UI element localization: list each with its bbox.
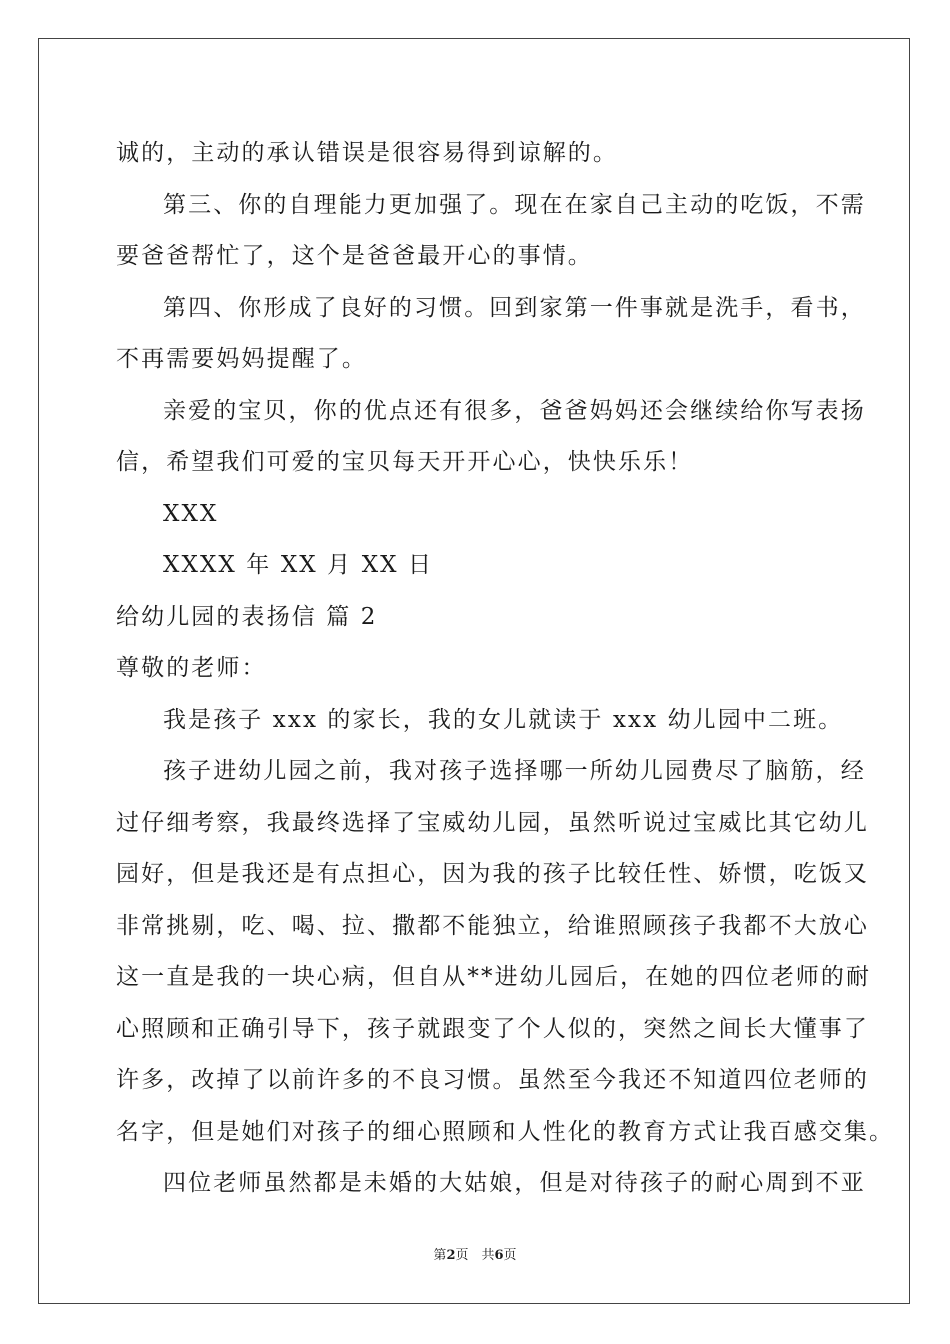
- page-mid: 页 共: [455, 1248, 495, 1263]
- text-line: 四位老师虽然都是未婚的大姑娘，但是对待孩子的耐心周到不亚: [163, 1170, 866, 1196]
- page-prefix: 第: [433, 1248, 447, 1263]
- text-line: 非常挑剔，吃、喝、拉、撒都不能独立，给谁照顾孩子我都不大放心: [116, 912, 869, 939]
- text-line: 不再需要妈妈提醒了。: [116, 346, 367, 372]
- text-line: 名字，但是她们对孩子的细心照顾和人性化的教育方式让我百感交集。: [116, 1118, 895, 1145]
- text-line: 第四、你形成了良好的习惯。回到家第一件事就是洗手，看书，: [163, 294, 866, 321]
- document-body: [116, 128, 895, 1210]
- text-line: 亲爱的宝贝，你的优点还有很多，爸爸妈妈还会继续给你写表扬: [163, 397, 866, 424]
- text-line: 园好，但是我还是有点担心，因为我的孩子比较任性、娇惯，吃饭又: [116, 861, 869, 887]
- text-line: 这一直是我的一块心病，但自从**进幼儿园后，在她的四位老师的耐: [116, 964, 872, 990]
- text-line: 过仔细考察，我最终选择了宝威幼儿园，虽然听说过宝威比其它幼儿: [116, 809, 869, 836]
- signature-name: XXX: [163, 500, 219, 527]
- signature-date: XXXX 年 XX 月 XX 日: [163, 552, 434, 578]
- text-line: 信，希望我们可爱的宝贝每天开开心心，快快乐乐！: [116, 449, 694, 475]
- salutation: 尊敬的老师：: [116, 655, 267, 681]
- text-line: 心照顾和正确引导下，孩子就跟变了个人似的，突然之间长大懂事了: [116, 1015, 869, 1042]
- text-line: 我是孩子 xxx 的家长，我的女儿就读于 xxx 幼儿园中二班。: [163, 706, 844, 733]
- page-footer: [0, 1247, 950, 1265]
- text-line: 要爸爸帮忙了，这个是爸爸最开心的事情。: [116, 243, 593, 269]
- text-line: 许多，改掉了以前许多的不良习惯。虽然至今我还不知道四位老师的: [116, 1067, 869, 1093]
- page-suffix: 页: [503, 1248, 517, 1263]
- section-heading: 给幼儿园的表扬信 篇 2: [116, 603, 378, 630]
- text-line: 孩子进幼儿园之前，我对孩子选择哪一所幼儿园费尽了脑筋，经: [163, 758, 866, 784]
- page-total: 6: [494, 1248, 504, 1263]
- text-line: 第三、你的自理能力更加强了。现在在家自己主动的吃饭，不需: [163, 191, 866, 218]
- page-current: 2: [446, 1248, 456, 1263]
- text-line: 诚的，主动的承认错误是很容易得到谅解的。: [116, 140, 618, 166]
